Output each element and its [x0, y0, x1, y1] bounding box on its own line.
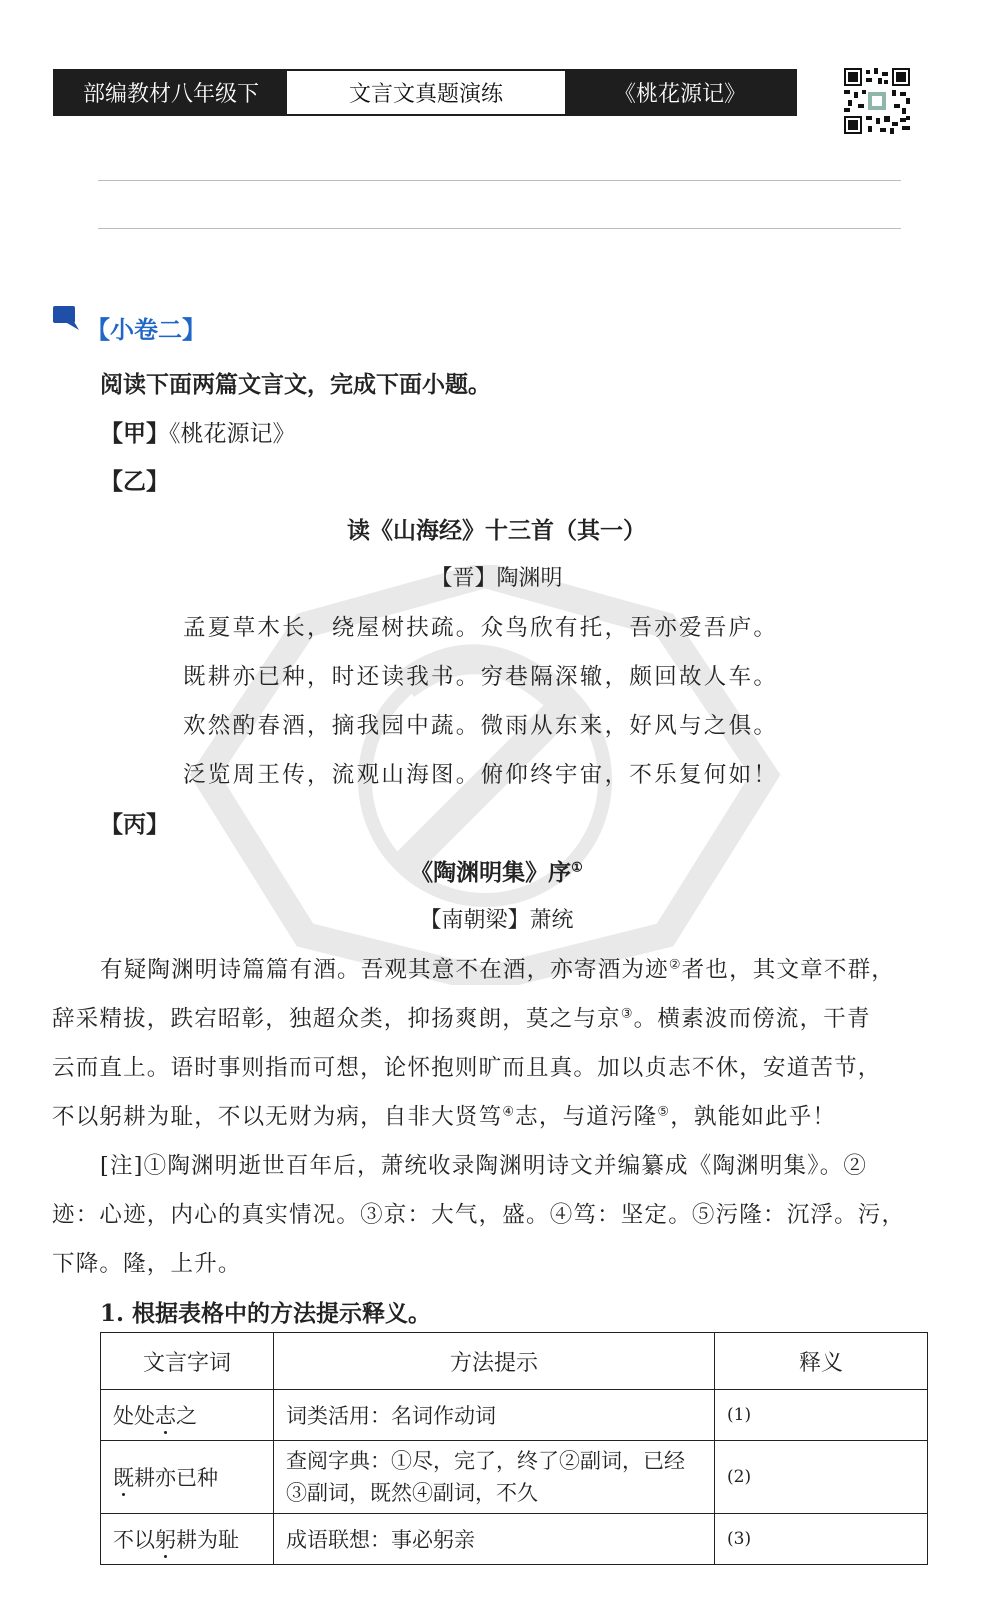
answer-cell[interactable]: (3)	[715, 1514, 928, 1565]
word-cell	[101, 1514, 274, 1565]
header-grade: 部编教材八年级下	[55, 71, 287, 114]
poem-line: 既耕亦已种，时还读我书。穷巷隔深辙，颇回故人车。	[183, 664, 779, 690]
word-text: 处处	[113, 1404, 155, 1428]
hint-cell: 成语联想：事必躬亲	[274, 1514, 715, 1565]
table-row	[101, 1390, 928, 1441]
preface-title-text: 《陶渊明集》序	[410, 859, 572, 886]
hint-line: ③副词，既然④副词，不久	[286, 1481, 538, 1505]
note-line: [注]①陶渊明逝世百年后，萧统收录陶渊明诗文并编纂成《陶渊明集》。②	[100, 1153, 868, 1179]
footnote-marker: ④	[502, 1104, 516, 1120]
key-character: 既	[113, 1466, 134, 1490]
instruction-text: 阅读下面两篇文言文，完成下面小题。	[100, 371, 491, 398]
poem-line: 泛览周王传，流观山海图。俯仰终宇宙，不乐复何如！	[183, 762, 779, 788]
text-run: 。横素波而傍流，干青	[633, 1006, 871, 1032]
key-character: 志	[155, 1404, 176, 1428]
note-line: 下降。隆，上升。	[52, 1251, 242, 1277]
footnote-marker: ①	[571, 860, 583, 876]
preface-title	[0, 854, 993, 887]
preface-author: 【南朝梁】萧统	[419, 908, 574, 933]
note-line: 迹：心迹，内心的真实情况。③京：大气，盛。④笃：坚定。⑤污隆：沉浮。污，	[52, 1202, 906, 1228]
preface-paragraph-line	[52, 1099, 920, 1131]
vocab-table	[100, 1332, 928, 1565]
section-title: 【小卷二】	[86, 315, 206, 344]
answer-cell[interactable]: (2)	[715, 1441, 928, 1514]
table-header-cell: 文言字词	[101, 1333, 274, 1390]
word-cell	[101, 1441, 274, 1514]
header-lesson: 《桃花源记》	[565, 71, 795, 114]
passage-jia	[100, 415, 296, 448]
passage-label: 【丙】	[100, 811, 169, 838]
text-run: 辞采精拔，跌宕昭彰，独超众类，抑扬爽朗，莫之与京	[52, 1006, 621, 1032]
footnote-marker: ⑤	[657, 1104, 671, 1120]
hint-cell: 词类活用：名词作动词	[274, 1390, 715, 1441]
table-header-cell: 释义	[715, 1333, 928, 1390]
text-run: 有疑陶渊明诗篇篇有酒。吾观其意不在酒，亦寄酒为迹	[100, 957, 669, 983]
word-text: 之	[176, 1404, 197, 1428]
divider-line	[98, 228, 901, 229]
answer-cell[interactable]: (1)	[715, 1390, 928, 1441]
header-topic: 文言文真题演练	[287, 71, 565, 114]
hint-line: 查阅字典：①尽，完了，终了②副词，已经	[286, 1449, 685, 1473]
passage-label: 【乙】	[100, 468, 169, 495]
text-run: 者也，其文章不群，	[681, 957, 895, 983]
word-text: 不以	[113, 1528, 155, 1552]
word-text: 耕亦已种	[134, 1466, 218, 1490]
preface-paragraph-line: 云而直上。语时事则指而可想，论怀抱则旷而且真。加以贞志不休，安道苦节，	[52, 1055, 882, 1081]
poem-author: 【晋】陶渊明	[430, 566, 563, 591]
table-row	[101, 1441, 928, 1514]
hint-cell	[274, 1441, 715, 1514]
passage-jia-title: 《桃花源记》	[169, 421, 296, 447]
text-run: 不以躬耕为耻，不以无财为病，自非大贤笃	[52, 1104, 503, 1130]
word-cell	[101, 1390, 274, 1441]
text-run: ，孰能如此乎！	[670, 1104, 837, 1130]
footnote-marker: ③	[620, 1006, 634, 1022]
qr-code-icon	[844, 68, 910, 134]
text-run: 志，与道污隆	[515, 1104, 658, 1130]
preface-paragraph-line	[100, 952, 920, 984]
poem-line: 孟夏草木长，绕屋树扶疏。众鸟欣有托，吾亦爱吾庐。	[183, 615, 779, 641]
key-character: 躬	[155, 1528, 176, 1552]
passage-label: 【甲】	[100, 420, 169, 447]
poem-line: 欢然酌春酒，摘我园中蔬。微雨从东来，好风与之俱。	[183, 713, 779, 739]
word-text: 耕为耻	[176, 1528, 239, 1552]
table-row	[101, 1514, 928, 1565]
section-bookmark-icon	[53, 306, 79, 330]
poem-title: 读《山海经》十三首（其一）	[347, 517, 646, 544]
preface-paragraph-line	[52, 1001, 920, 1033]
table-header-row	[101, 1333, 928, 1390]
question-1: 1. 根据表格中的方法提示释义。	[100, 1300, 432, 1327]
footnote-marker: ②	[668, 957, 682, 973]
table-header-cell: 方法提示	[274, 1333, 715, 1390]
divider-line	[98, 180, 901, 181]
header-bar	[53, 69, 797, 116]
